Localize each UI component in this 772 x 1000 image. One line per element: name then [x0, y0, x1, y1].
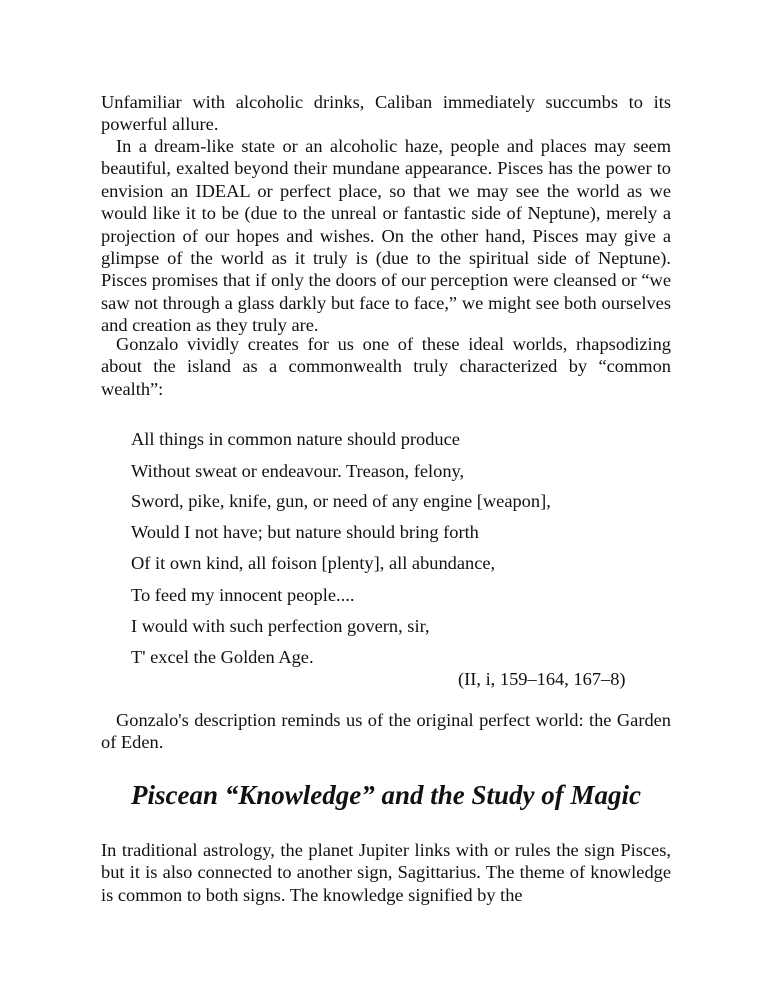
verse-line: Would I not have; but nature should bring forth: [131, 522, 479, 542]
verse-line: To feed my innocent people....: [131, 585, 355, 605]
verse-line: T' excel the Golden Age.: [131, 647, 314, 667]
paragraph-garden-of-eden: Gonzalo's description reminds us of the original perfect world: the Garden of Eden.: [101, 710, 671, 753]
verse-line: Sword, pike, knife, gun, or need of any engine [weapon],: [131, 491, 551, 511]
verse-line: Without sweat or endeavour. Treason, felony,: [131, 461, 465, 481]
verse-line: Of it own kind, all foison [plenty], all abundance,: [131, 553, 496, 573]
section-heading: Piscean “Knowledge” and the Study of Magic: [130, 780, 641, 810]
verse-line: I would with such perfection govern, sir,: [131, 616, 430, 636]
paragraph-pisces-ideal: In a dream-like state or an alcoholic haze, people and places may seem beautiful, exalted beyond their mundane appearance. Pisces has the power to envision an IDEAL or perfect place, so that we may see the world as we would like it to be (due to the unreal or fantastic side of Neptune), merely a projection of our hopes and wishes. On the other hand, Pisces may give a glimpse of the world as it truly is (due to the spiritual side of Neptune). Pisces promises that if only the doors of our perception were cleansed or “we saw not through a glass darkly but face to face,” we might see both ourselves and creation as they truly are.: [101, 136, 671, 336]
paragraph-gonzalo-intro: Gonzalo vividly creates for us one of these ideal worlds, rhapsodizing about the island as a commonwealth truly characterized by “common wealth”:: [101, 334, 671, 399]
verse-line: All things in common nature should produce: [131, 429, 460, 449]
paragraph-jupiter: In traditional astrology, the planet Jupiter links with or rules the sign Pisces, but it is also connected to another sign, Sagittarius. The theme of knowledge is common to both signs. The knowledge signified by the: [101, 840, 671, 905]
quote-citation: (II, i, 159–164, 167–8): [458, 669, 626, 689]
paragraph-caliban: Unfamiliar with alcoholic drinks, Caliban immediately succumbs to its powerful allure.: [101, 92, 671, 135]
